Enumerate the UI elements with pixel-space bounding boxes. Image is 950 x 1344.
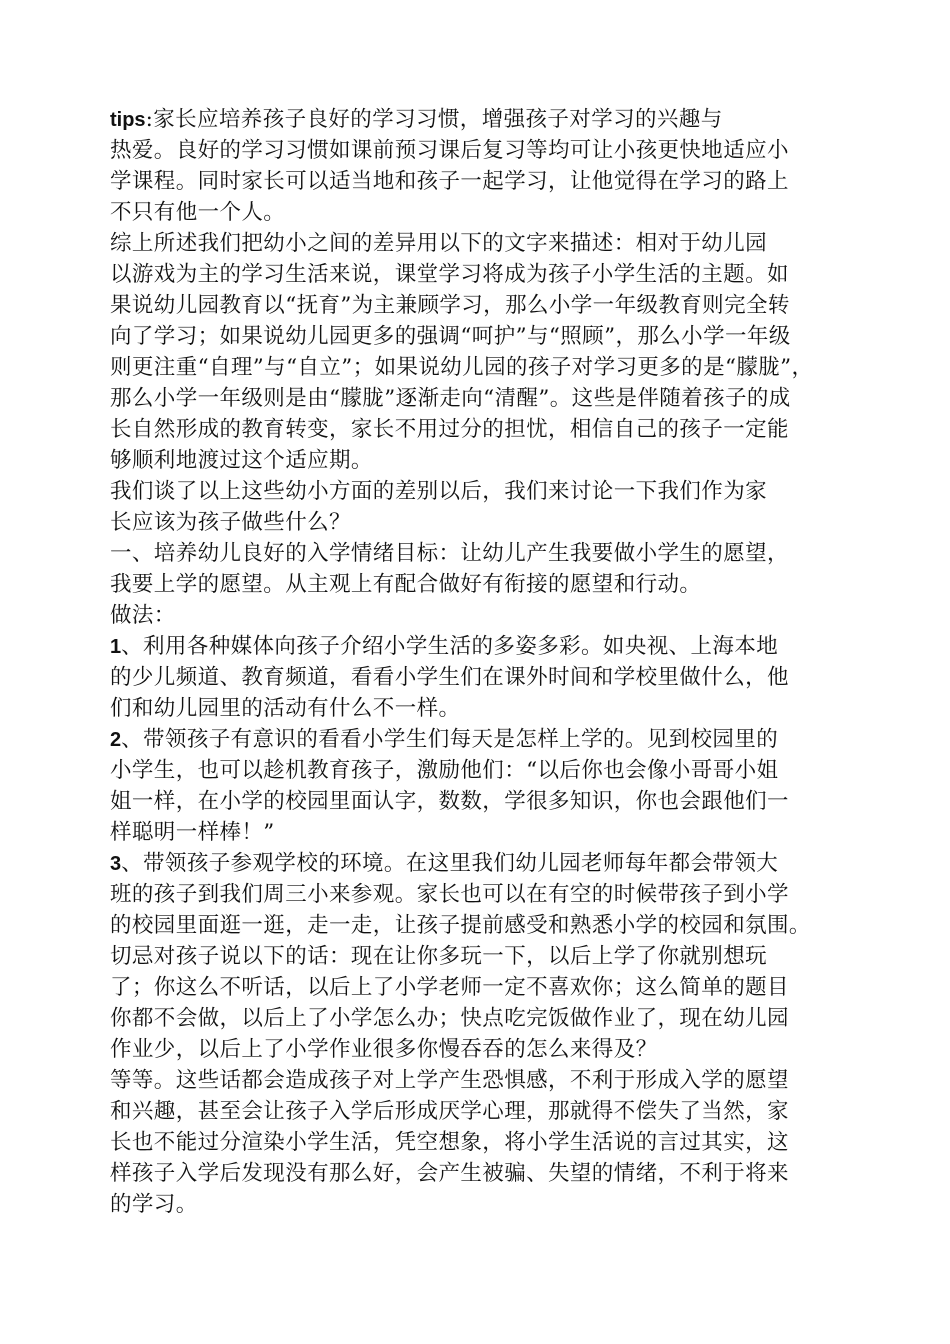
warning-line: 你都不会做，以后上了小学怎么办；快点吃完饭做作业了，现在幼儿园 xyxy=(110,1006,789,1031)
tips-label: tips xyxy=(110,109,146,131)
tips-line-4: 不只有他一个人。 xyxy=(110,200,286,225)
summary-line: 向了学习；如果说幼儿园更多的强调“呵护”与“照顾”，那么小学一年级 xyxy=(110,324,791,349)
warning-line: 切忌对孩子说以下的话：现在让你多玩一下，以后上学了你就别想玩 xyxy=(110,944,768,969)
warning-line: 作业少，以后上了小学作业很多你慢吞吞的怎么来得及？ xyxy=(110,1037,658,1062)
intro-line: 我们谈了以上这些幼小方面的差别以后，我们来讨论一下我们作为家 xyxy=(110,479,768,504)
item1-line-1 xyxy=(110,631,850,662)
closing-line: 和兴趣，甚至会让孩子入学后形成厌学心理，那就得不偿失了当然，家 xyxy=(110,1099,789,1124)
closing-line: 长也不能过分渲染小学生活，凭空想象，将小学生活说的言过其实，这 xyxy=(110,1130,789,1155)
item2-line-3: 姐一样，在小学的校园里面认字，数数，学很多知识，你也会跟他们一 xyxy=(110,789,789,814)
closing-line: 样孩子入学后发现没有那么好，会产生被骗、失望的情绪，不利于将来 xyxy=(110,1161,789,1186)
item1-text: 、利用各种媒体向孩子介绍小学生活的多姿多彩。如央视、上海本地 xyxy=(121,634,779,659)
summary-line: 以游戏为主的学习生活来说，课堂学习将成为孩子小学生活的主题。如 xyxy=(110,262,789,287)
method-label: 做法： xyxy=(110,603,176,628)
item3-line-3: 的校园里面逛一逛，走一走，让孩子提前感受和熟悉小学的校园和氛围。 xyxy=(110,913,811,938)
summary-line: 则更注重“自理”与“自立”；如果说幼儿园的孩子对学习更多的是“朦胧”， xyxy=(110,355,814,380)
goal-line: 一、培养幼儿良好的入学情绪目标：让幼儿产生我要做小学生的愿望， xyxy=(110,541,789,566)
summary-line: 长自然形成的教育转变，家长不用过分的担忧，相信自己的孩子一定能 xyxy=(110,417,789,442)
item2-line-4: 样聪明一样棒！” xyxy=(110,820,275,845)
item2-number: 2 xyxy=(110,729,122,751)
document-page xyxy=(110,104,850,1220)
item1-line-2: 的少儿频道、教育频道，看看小学生们在课外时间和学校里做什么，他 xyxy=(110,665,789,690)
item3-line-1 xyxy=(110,848,850,879)
warning-line: 了；你这么不听话，以后上了小学老师一定不喜欢你；这么简单的题目 xyxy=(110,975,789,1000)
item1-number: 1 xyxy=(110,636,122,658)
summary-line: 果说幼儿园教育以“抚育”为主兼顾学习，那么小学一年级教育则完全转 xyxy=(110,293,790,318)
item2-line-2: 小学生，也可以趁机教育孩子，激励他们：“以后你也会像小哥哥小姐 xyxy=(110,758,779,783)
closing-line: 的学习。 xyxy=(110,1192,198,1217)
item3-text: 、带领孩子参观学校的环境。在这里我们幼儿园老师每年都会带领大 xyxy=(121,851,779,876)
item3-number: 3 xyxy=(110,853,122,875)
tips-line-3: 学课程。同时家长可以适当地和孩子一起学习，让他觉得在学习的路上 xyxy=(110,169,789,194)
summary-line: 综上所述我们把幼小之间的差异用以下的文字来描述：相对于幼儿园 xyxy=(110,231,768,256)
goal-line: 我要上学的愿望。从主观上有配合做好有衔接的愿望和行动。 xyxy=(110,572,702,597)
item2-text: 、带领孩子有意识的看看小学生们每天是怎样上学的。见到校园里的 xyxy=(121,727,779,752)
tips-line-2: 热爱。良好的学习习惯如课前预习课后复习等均可让小孩更快地适应小 xyxy=(110,138,789,163)
item1-line-3: 们和幼儿园里的活动有什么不一样。 xyxy=(110,696,461,721)
closing-line: 等等。这些话都会造成孩子对上学产生恐惧感，不利于形成入学的愿望 xyxy=(110,1068,789,1093)
tips-text: :家长应培养孩子良好的学习习惯，增强孩子对学习的兴趣与 xyxy=(145,107,723,132)
summary-line: 够顺利地渡过这个适应期。 xyxy=(110,448,373,473)
tips-line-1 xyxy=(110,104,850,135)
item3-line-2: 班的孩子到我们周三小来参观。家长也可以在有空的时候带孩子到小学 xyxy=(110,882,789,907)
summary-line: 那么小学一年级则是由“朦胧”逐渐走向“清醒”。这些是伴随着孩子的成 xyxy=(110,386,791,411)
item2-line-1 xyxy=(110,724,850,755)
intro-line: 长应该为孩子做些什么？ xyxy=(110,510,351,535)
